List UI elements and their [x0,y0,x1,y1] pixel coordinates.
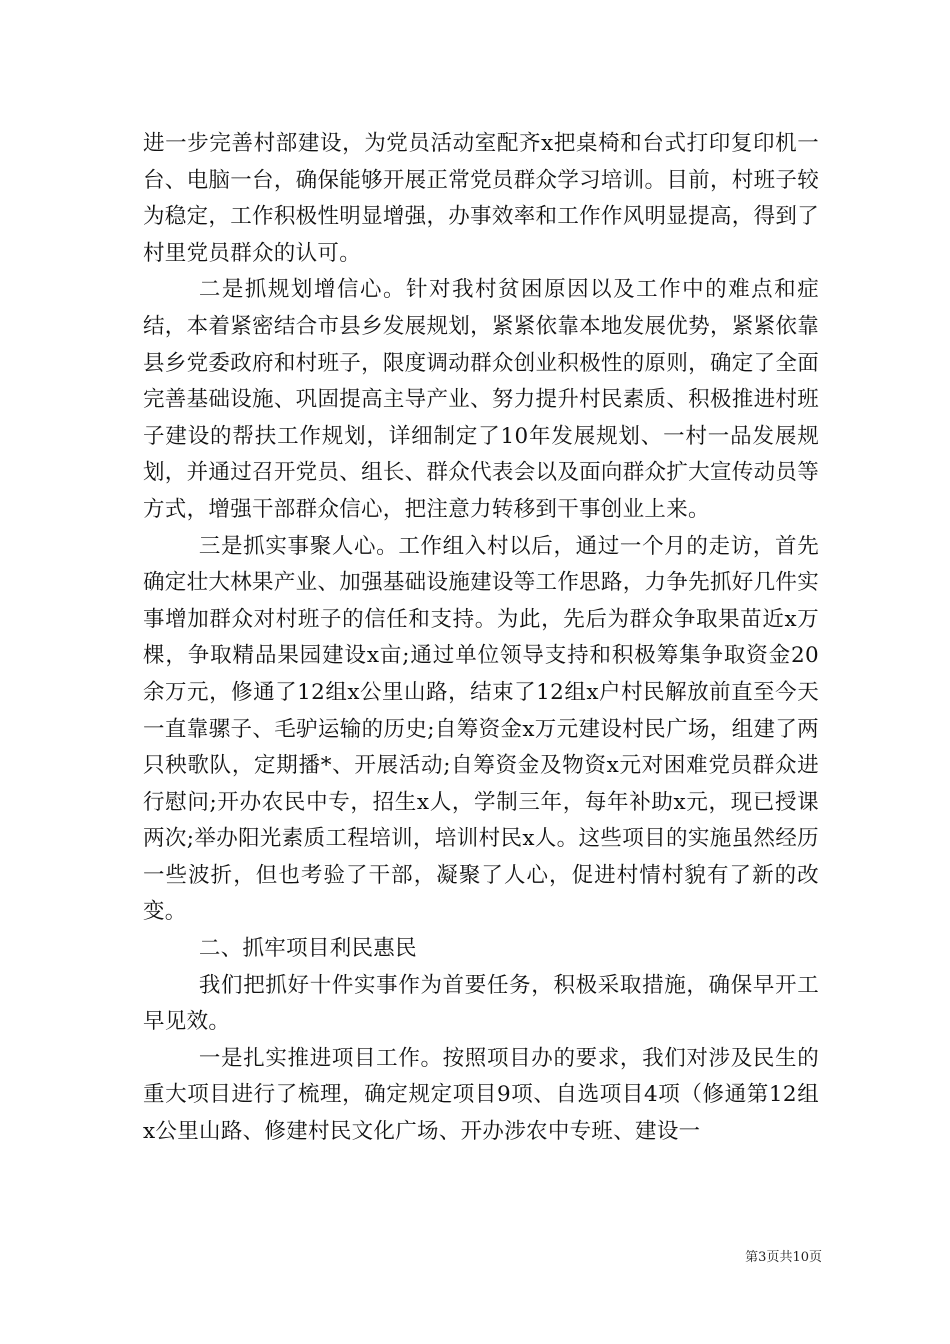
paragraph-5: 一是扎实推进项目工作。按照项目办的要求，我们对涉及民生的重大项目进行了梳理，确定规定项目9项、自选项目4项（修通第12组x公里山路、修建村民文化广场、开办涉农中专班、建设一 [143,1045,819,1145]
section-heading: 二、抓牢项目利民惠民 [198,936,417,962]
paragraph-3: 三是抓实事聚人心。工作组入村以后，通过一个月的走访，首先确定壮大林果产业、加强基础设施建设等工作思路，力争先抓好几件实事增加群众对村班子的信任和支持。为此，先后为群众争取果苗近x万棵，争取精品果园建设x亩;通过单位领导支持和积极筹集争取资金20余万元，修通了12组x公里山路，结束了12组x户村民解放前直至今天一直靠骡子、毛驴运输的历史;自筹资金x万元建设村民广场，组建了两只秧歌队，定期播*、开展活动;自筹资金及物资x元对困难党员群众进行慰问;开办农民中专，招生x人，学制三年，每年补助x元，现已授课两次;举办阳光素质工程培训，培训村民x人。这些项目的实施虽然经历一些波折，但也考验了干部，凝聚了人心，促进村情村貌有了新的改变。 [143,533,819,925]
paragraph-2: 二是抓规划增信心。针对我村贫困原因以及工作中的难点和症结，本着紧密结合市县乡发展规划，紧紧依靠本地发展优势，紧紧依靠县乡党委政府和村班子，限度调动群众创业积极性的原则，确定了全面完善基础设施、巩固提高主导产业、努力提升村民素质、积极推进村班子建设的帮扶工作规划，详细制定了10年发展规划、一村一品发展规划，并通过召开党员、组长、群众代表会以及面向群众扩大宣传动员等方式，增强干部群众信心，把注意力转移到干事创业上来。 [143,277,819,522]
paragraph-1: 进一步完善村部建设，为党员活动室配齐x把桌椅和台式打印复印机一台、电脑一台，确保能够开展正常党员群众学习培训。目前，村班子较为稳定，工作积极性明显增强，办事效率和工作作风明显提高，得到了村里党员群众的认可。 [143,131,819,266]
document-body [143,126,819,1151]
page-number: 第3页共10页 [745,1250,822,1265]
paragraph-4: 我们把抓好十件实事作为首要任务，积极采取措施，确保早开工早见效。 [143,972,819,1035]
